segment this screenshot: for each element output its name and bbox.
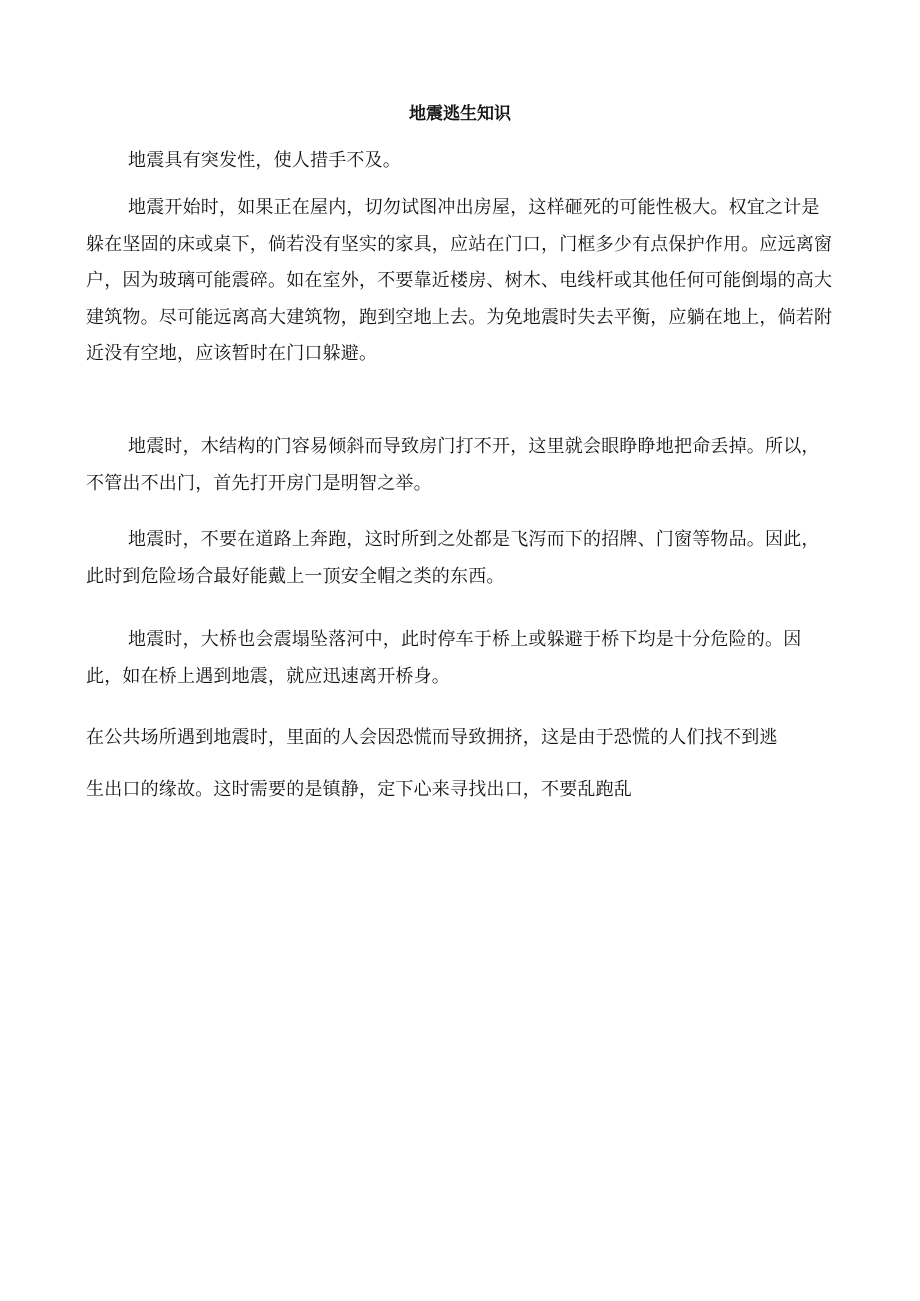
document-title: 地震逃生知识 [409, 104, 511, 124]
paragraph-intro: 地震具有突发性，使人措手不及。 [128, 150, 401, 171]
paragraph-public-places: 在公共场所遇到地震时，里面的人会因恐慌而导致拥挤，这是由于恐慌的人们找不到逃生出口的缘故。这时需要的是镇静，定下心来寻找出口，不要乱跑乱 [86, 727, 778, 800]
paragraph-indoor-outdoor: 地震开始时，如果正在屋内，切勿试图冲出房屋，这样砸死的可能性极大。权宜之计是躲在坚固的床或桌下，倘若没有坚实的家具，应站在门口，门框多少有点保护作用。应远离窗户，因为玻璃可能震碎。如在室外，不要靠近楼房、树木、电线杆或其他任何可能倒塌的高大建筑物。尽可能远离高大建筑物，跑到空地上去。为免地震时失去平衡，应躺在地上，倘若附近没有空地，应该暂时在门口躲避。 [86, 197, 833, 364]
paragraph-road: 地震时，不要在道路上奔跑，这时所到之处都是飞泻而下的招牌、门窗等物品。因此，此时到危险场合最好能戴上一顶安全帽之类的东西。 [86, 529, 820, 587]
paragraph-bridge: 地震时，大桥也会震塌坠落河中，此时停车于桥上或躲避于桥下均是十分危险的。因此，如在桥上遇到地震，就应迅速离开桥身。 [86, 629, 802, 687]
paragraph-open-door: 地震时，木结构的门容易倾斜而导致房门打不开，这里就会眼睁睁地把命丢掉。所以，不管出不出门，首先打开房门是明智之举。 [86, 436, 820, 494]
